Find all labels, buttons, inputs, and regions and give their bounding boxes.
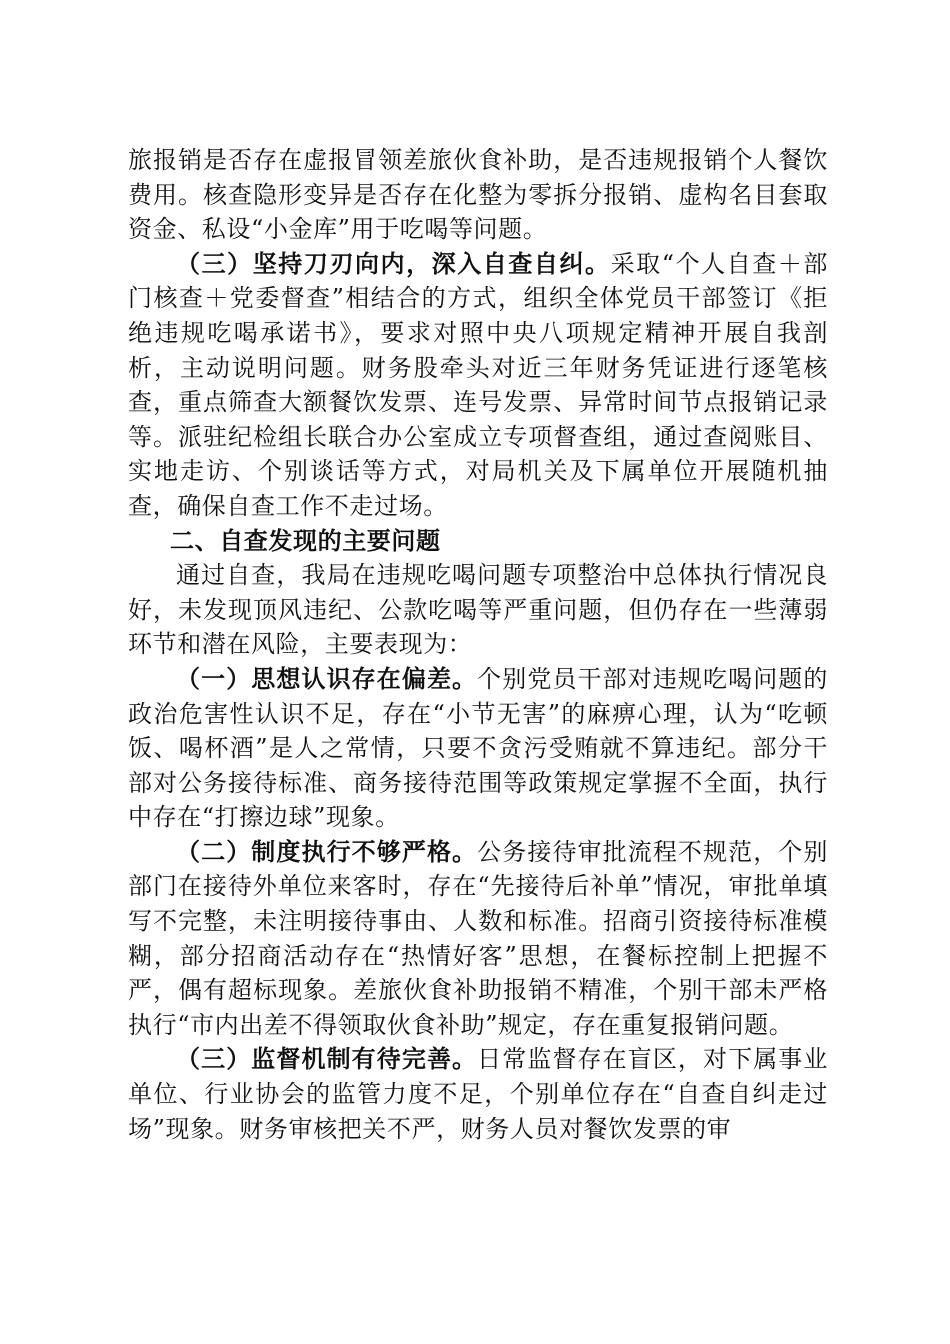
paragraph-lead: （二）制度执行不够严格。 xyxy=(176,836,478,866)
paragraph-issue-3 xyxy=(128,1042,828,1146)
paragraph-summary: 通过自查，我局在违规吃喝问题专项整治中总体执行情况良好，未发现顶风违纪、公款吃喝等严重问题，但仍存在一些薄弱环节和潜在风险，主要表现为： xyxy=(128,561,828,659)
paragraph-lead: （三）监督机制有待完善。 xyxy=(176,1044,478,1074)
paragraph-self-check xyxy=(128,247,828,524)
paragraph-body: 采取“个人自查＋部门核查＋党委督查”相结合的方式，组织全体党员干部签订《拒绝违规吃喝承诺书》，要求对照中央八项规定精神开展自我剖析，主动说明问题。财务股牵头对近三年财务凭证进行逐笔核查，重点筛查大额餐饮发票、连号发票、异常时间节点报销记录等。派驻纪检组长联合办公室成立专项督查组，通过查阅账目、实地走访、个别谈话等方式，对局机关及下属单位开展随机抽查，确保自查工作不走过场。 xyxy=(128,249,828,520)
paragraph-lead: （一）思想认识存在偏差。 xyxy=(176,663,478,693)
paragraph-body: 个别党员干部对违规吃喝问题的政治危害性认识不足，存在“小节无害”的麻痹心理，认为“吃顿饭、喝杯酒”是人之常情，只要不贪污受贿就不算违纪。部分干部对公务接待标准、商务接待范围等政策规定掌握不全面，执行中存在“打擦边球”现象。 xyxy=(128,664,828,832)
paragraph-issue-1 xyxy=(128,662,828,835)
section-heading: 二、自查发现的主要问题 xyxy=(170,526,441,555)
paragraph-continuation: 旅报销是否存在虚报冒领差旅伙食补助，是否违规报销个人餐饮费用。核查隐形变异是否存在化整为零拆分报销、虚构名目套取资金、私设“小金库”用于吃喝等问题。 xyxy=(128,146,828,244)
document-page xyxy=(128,143,828,1146)
paragraph-body: 公务接待审批流程不规范，个别部门在接待外单位来客时，存在“先接待后补单”情况，审批单填写不完整，未注明接待事由、人数和标准。招商引资接待标准模糊，部分招商活动存在“热情好客”思想，在餐标控制上把握不严，偶有超标现象。差旅伙食补助报销不精准，个别干部未严格执行“市内出差不得领取伙食补助”规定，存在重复报销问题。 xyxy=(128,837,828,1039)
paragraph-issue-2 xyxy=(128,835,828,1043)
paragraph-lead: （三）坚持刀刃向内，深入自查自纠。 xyxy=(176,248,611,278)
paragraph-body: 日常监督存在盲区，对下属事业单位、行业协会的监管力度不足，个别单位存在“自查自纠走过场”现象。财务审核把关不严，财务人员对餐饮发票的审 xyxy=(128,1045,828,1143)
